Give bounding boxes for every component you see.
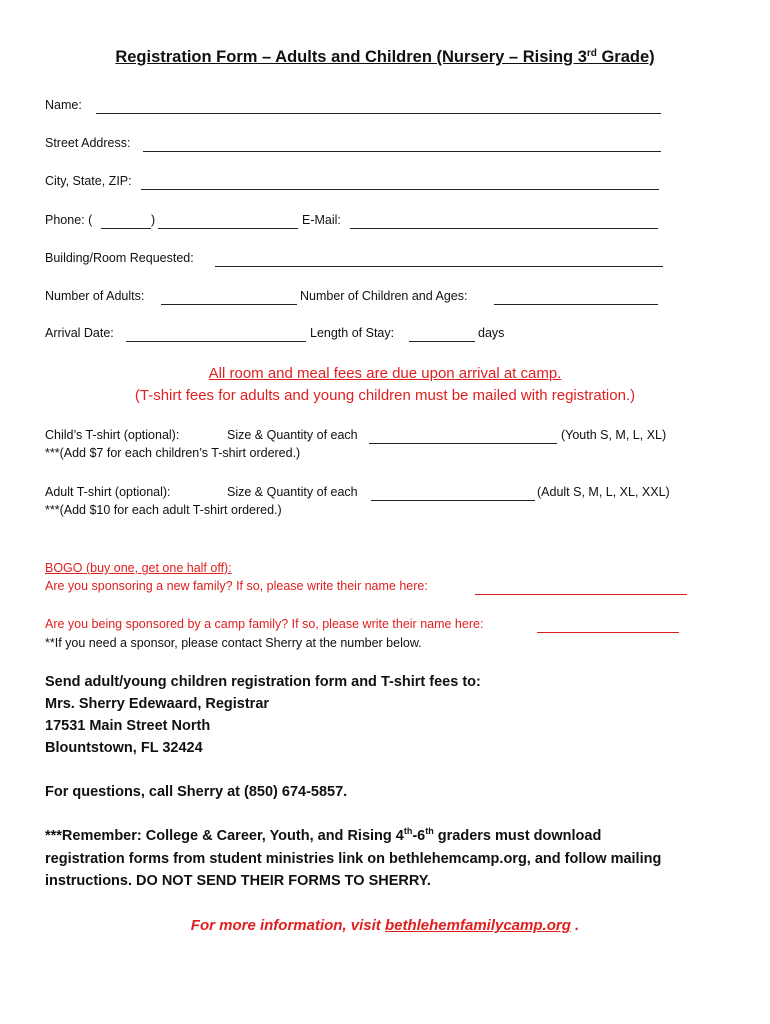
remember-text-b: -6: [412, 828, 426, 844]
website-link[interactable]: bethlehemfamilycamp.org: [384, 917, 571, 934]
building-label: Building/Room Requested:: [45, 251, 194, 265]
adults-label: Number of Adults:: [45, 289, 145, 303]
street-row: [45, 136, 665, 156]
building-row: [45, 251, 665, 271]
name-row: [45, 98, 665, 118]
remember-text-a: ***Remember: College & Career, Youth, and Rising 4: [45, 828, 404, 844]
adults-children-row: [45, 289, 665, 309]
bogo-sponsoring-question: Are you sponsoring a new family? If so, please write their name here:: [45, 579, 428, 593]
mailing-name: Mrs. Sherry Edewaard, Registrar: [45, 696, 270, 712]
remember-line3: instructions. DO NOT SEND THEIR FORMS TO SHERRY.: [45, 873, 431, 889]
adult-tshirt-label: Adult T-shirt (optional):: [45, 485, 171, 499]
building-room-field[interactable]: [215, 266, 663, 267]
child-tshirt-label: Child’s T-shirt (optional):: [45, 428, 180, 442]
sponsoring-family-name-field[interactable]: [475, 594, 687, 595]
child-size-label: Size & Quantity of each: [227, 428, 358, 442]
sponsor-contact-note: **If you need a sponsor, please contact Sherry at the number below.: [45, 636, 422, 650]
remember-sup1: th: [403, 826, 413, 836]
child-size-range: (Youth S, M, L, XL): [561, 428, 667, 442]
days-label: days: [478, 326, 505, 340]
mailing-street: 17531 Main Street North: [45, 718, 211, 734]
more-info-suffix: .: [570, 917, 580, 934]
questions-contact: For questions, call Sherry at (850) 674-5857.: [45, 784, 348, 800]
city-row: [45, 174, 665, 194]
sponsored-family-name-field[interactable]: [537, 632, 679, 633]
stay-label: Length of Stay:: [310, 326, 395, 340]
email-label: E-Mail:: [302, 213, 341, 227]
child-tshirt-row: [45, 428, 685, 448]
children-ages-field[interactable]: [494, 304, 658, 305]
fees-notice-line1: [0, 365, 770, 382]
phone-number-field[interactable]: [158, 228, 298, 229]
bogo-heading-text: BOGO (buy one, get one half off):: [45, 561, 232, 575]
phone-area-code-field[interactable]: [101, 228, 151, 229]
more-info-line: [0, 917, 770, 934]
child-tshirt-note: ***(Add $7 for each children’s T-shirt ordered.): [45, 446, 301, 460]
length-of-stay-field[interactable]: [409, 341, 475, 342]
remember-line2: registration forms from student ministries link on bethlehemcamp.org, and follow mailing: [45, 851, 662, 867]
bogo-heading: [45, 561, 232, 575]
adult-size-label: Size & Quantity of each: [227, 485, 358, 499]
phone-email-row: [45, 213, 665, 233]
street-address-field[interactable]: [143, 151, 661, 152]
more-info-prefix: For more information, visit: [190, 917, 385, 934]
adult-tshirt-note: ***(Add $10 for each adult T-shirt ordered.): [45, 503, 282, 517]
name-field[interactable]: [96, 113, 661, 114]
form-title-sup: rd: [586, 48, 597, 59]
arrival-stay-row: [45, 326, 665, 346]
remember-sup2: th: [425, 826, 434, 836]
children-label: Number of Children and Ages:: [300, 289, 468, 303]
form-title-main: Registration Form – Adults and Children (Nursery – Rising 3: [115, 48, 587, 66]
form-title-tail: Grade): [596, 48, 655, 66]
arrival-date-field[interactable]: [126, 341, 306, 342]
bogo-sponsored-question: Are you being sponsored by a camp family? If so, please write their name here:: [45, 617, 484, 631]
mailing-instructions: Send adult/young children registration form and T-shirt fees to:: [45, 674, 481, 690]
adult-tshirt-size-field[interactable]: [371, 500, 535, 501]
bogo-sponsoring-row: [45, 579, 695, 599]
number-of-adults-field[interactable]: [161, 304, 297, 305]
remember-line1: [45, 828, 601, 844]
name-label: Name:: [45, 98, 82, 112]
bogo-sponsored-row: [45, 617, 695, 637]
adult-size-range: (Adult S, M, L, XL, XXL): [537, 485, 670, 499]
mailing-city: Blountstown, FL 32424: [45, 740, 203, 756]
form-title: [0, 48, 770, 67]
arrival-label: Arrival Date:: [45, 326, 114, 340]
fees-notice-text1: All room and meal fees are due upon arrival at camp.: [208, 365, 562, 382]
email-field[interactable]: [350, 228, 658, 229]
phone-label: Phone: (: [45, 213, 93, 227]
adult-tshirt-row: [45, 485, 695, 505]
remember-text-c: graders must download: [433, 828, 602, 844]
fees-notice-line2: (T-shirt fees for adults and young children must be mailed with registration.): [134, 387, 636, 404]
phone-close-paren: ): [151, 213, 156, 227]
city-state-zip-field[interactable]: [141, 189, 659, 190]
child-tshirt-size-field[interactable]: [369, 443, 557, 444]
city-label: City, State, ZIP:: [45, 174, 132, 188]
street-label: Street Address:: [45, 136, 131, 150]
